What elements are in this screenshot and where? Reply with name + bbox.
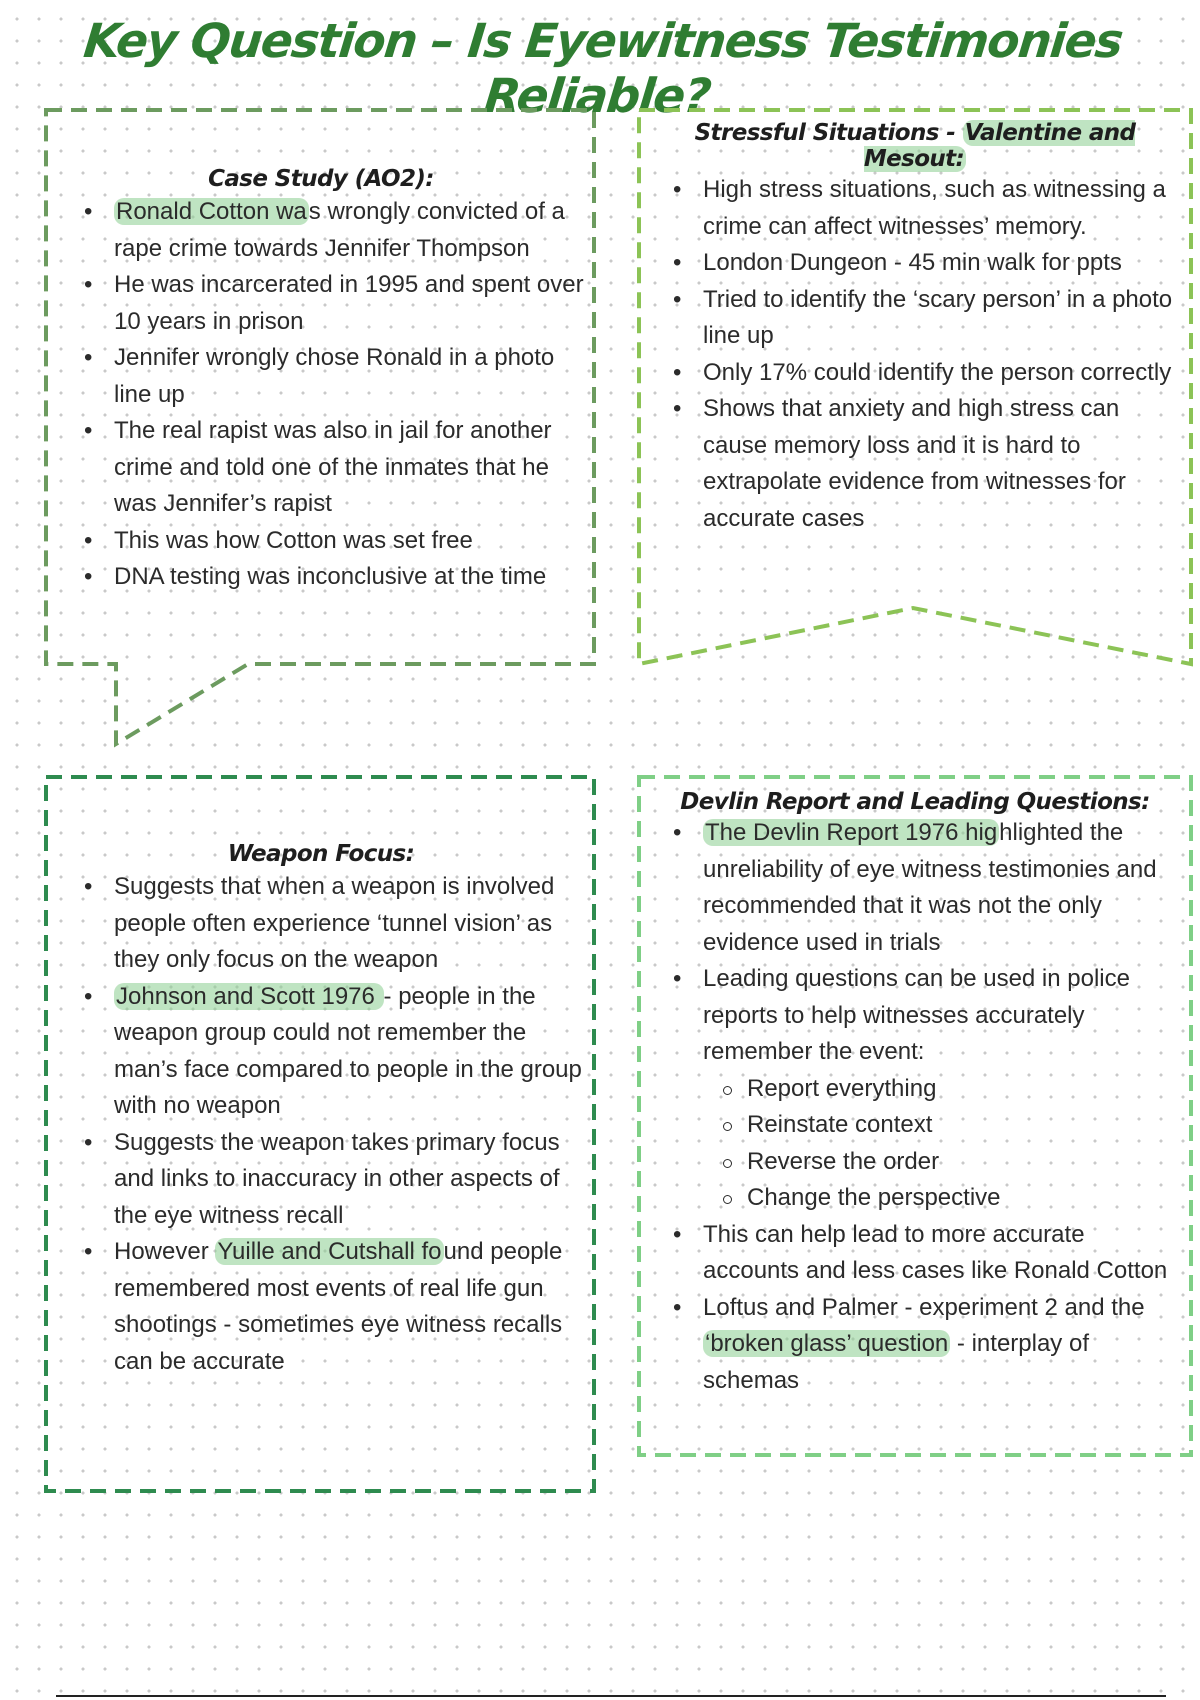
devlin-report-heading: Devlin Report and Leading Questions:	[680, 789, 1150, 815]
footer-divider	[56, 1695, 1166, 1697]
highlighted-text: Johnson and Scott 1976	[116, 982, 382, 1010]
case-study-box	[44, 108, 598, 748]
list-item: • The Devlin Report 1976 highlighted the unreliability of eye witness testimonies and recommended that it was not the only evidence used in trials	[647, 815, 1183, 961]
list-item: • Leading questions can be used in police reports to help witnesses accurately remember the event: Report everything Reinstate context Reverse the order Change the perspective	[647, 961, 1183, 1217]
weapon-focus-box	[44, 775, 598, 1495]
weapon-focus-heading: Weapon Focus:	[227, 841, 415, 867]
stressful-situations-heading: Stressful Situations - Valentine and Mesout:	[694, 120, 1136, 172]
list-item: • Ronald Cotton was wrongly convicted of a rape crime towards Jennifer Thompson	[58, 194, 584, 267]
sub-list	[703, 1071, 1183, 1217]
list-item: • The real rapist was also in jail for another crime and told one of the inmates that he was Jennifer’s rapist	[58, 413, 584, 523]
stressful-situations-list	[647, 172, 1183, 537]
highlighted-text: ‘broken glass’ question	[705, 1330, 949, 1357]
devlin-report-box	[637, 775, 1193, 1459]
page-title: Key Question – Is Eyewitness Testimonies Reliable?	[81, 14, 1125, 124]
highlighted-text: The Devlin Report 1976 hig	[705, 819, 998, 846]
sub-list-item: Report everything	[703, 1071, 1183, 1108]
list-item: • Jennifer wrongly chose Ronald in a photo line up	[58, 340, 584, 413]
list-item: • This can help lead to more accurate accounts and less cases like Ronald Cotton	[647, 1217, 1183, 1290]
list-item: • High stress situations, such as witnessing a crime can affect witnesses’ memory.	[647, 172, 1183, 245]
highlighted-text: Ronald Cotton wa	[116, 198, 307, 225]
list-item: • Only 17% could identify the person correctly	[647, 355, 1183, 392]
list-item: • Shows that anxiety and high stress can cause memory loss and it is hard to extrapolate evidence from witnesses for accurate cases	[647, 391, 1183, 537]
sub-list-item: Change the perspective	[703, 1180, 1183, 1217]
list-item: • Johnson and Scott 1976 - people in the weapon group could not remember the man’s face compared to people in the group with no weapon	[58, 979, 584, 1125]
list-item: • Loftus and Palmer - experiment 2 and the ‘broken glass’ question - interplay of schemas	[647, 1290, 1183, 1400]
highlighted-text: Yuille and Cutshall fo	[217, 1238, 442, 1265]
list-item: • This was how Cotton was set free	[58, 523, 584, 560]
weapon-focus-list	[58, 869, 584, 1380]
highlighted-text: Valentine and Mesout:	[863, 120, 1136, 172]
sub-list-item: Reverse the order	[703, 1144, 1183, 1181]
list-item: • DNA testing was inconclusive at the time	[58, 559, 584, 596]
devlin-report-list	[647, 815, 1183, 1399]
list-item: • London Dungeon - 45 min walk for ppts	[647, 245, 1183, 282]
list-item: • He was incarcerated in 1995 and spent over 10 years in prison	[58, 267, 584, 340]
sub-list-item: Reinstate context	[703, 1107, 1183, 1144]
list-item: • Suggests the weapon takes primary focus and links to inaccuracy in other aspects of the eye witness recall	[58, 1125, 584, 1235]
case-study-heading: Case Study (AO2):	[208, 166, 434, 192]
list-item: • Suggests that when a weapon is involved people often experience ‘tunnel vision’ as they only focus on the weapon	[58, 869, 584, 979]
list-item: • Tried to identify the ‘scary person’ in a photo line up	[647, 282, 1183, 355]
case-study-list	[58, 194, 584, 596]
stressful-situations-box	[637, 108, 1193, 668]
list-item: • However Yuille and Cutshall found people remembered most events of real life gun shootings - sometimes eye witness recalls can be accurate	[58, 1234, 584, 1380]
